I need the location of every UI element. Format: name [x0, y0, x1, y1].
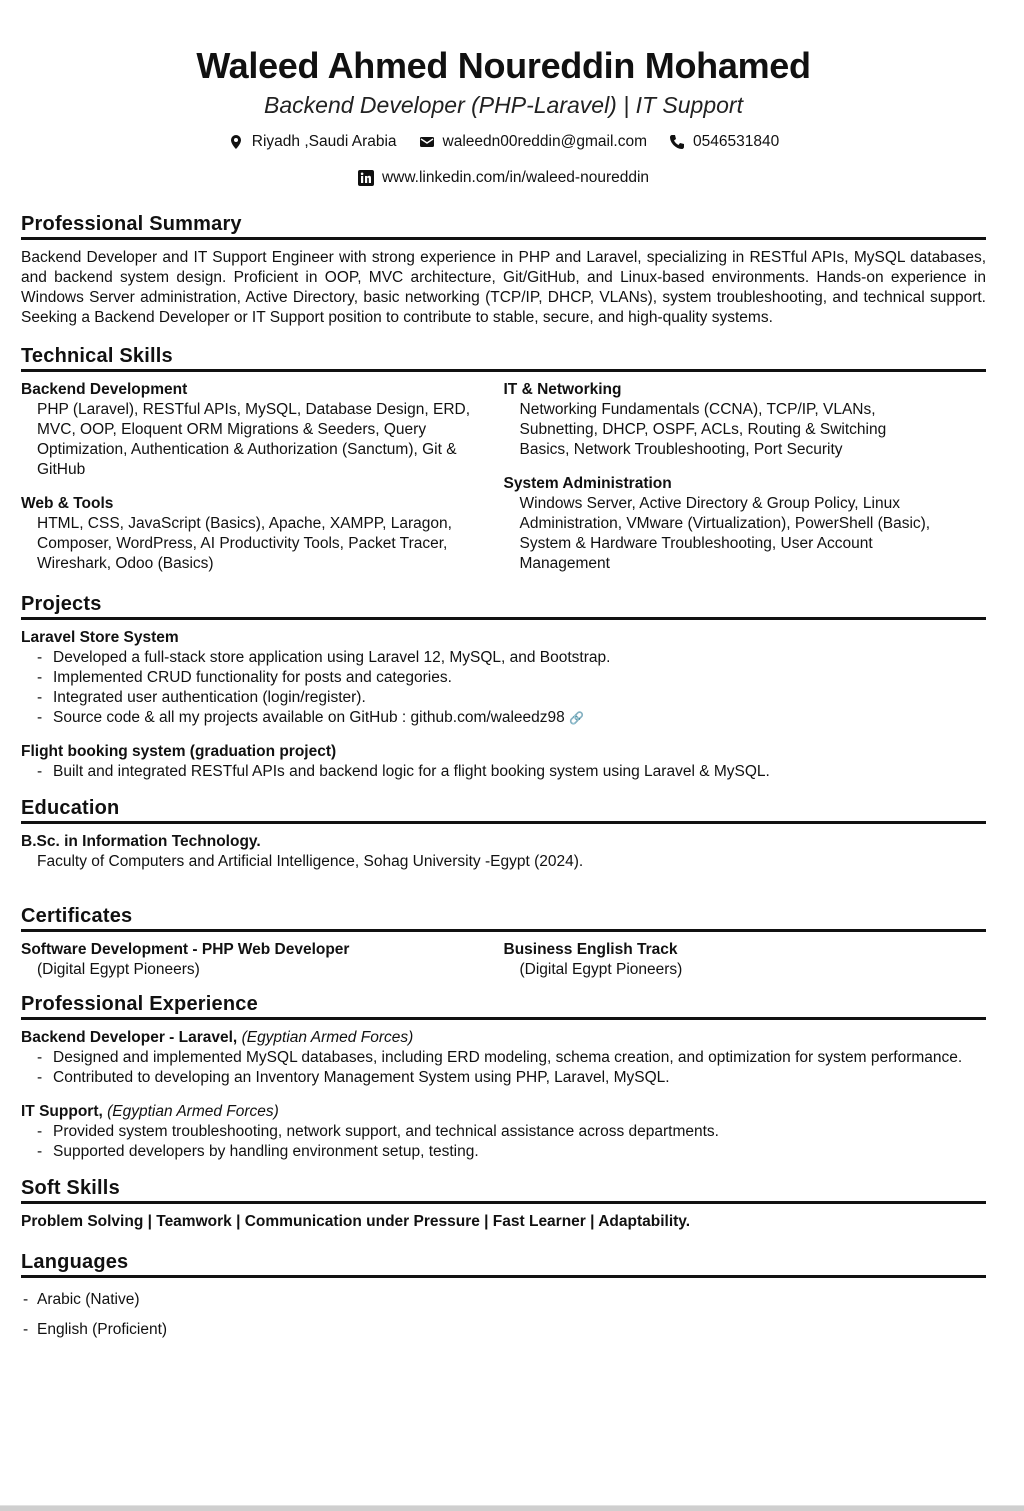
- link-icon: 🔗: [569, 711, 585, 725]
- section-certificates: [21, 904, 986, 980]
- email-link[interactable]: waleedn00reddin@gmail.com: [442, 133, 647, 150]
- skill-group-title: IT & Networking: [503, 381, 622, 398]
- github-link[interactable]: Source code & all my projects available on GitHub : github.com/waleedz98: [53, 709, 565, 726]
- candidate-name: Waleed Ahmed Noureddin Mohamed: [196, 45, 811, 86]
- project-title: Laravel Store System: [21, 629, 179, 646]
- bullet: - Integrated user authentication (login/register).: [21, 688, 986, 708]
- bullet: - Supported developers by handling environment setup, testing.: [21, 1142, 986, 1162]
- contact-line: [21, 132, 986, 152]
- bullet: [21, 708, 986, 728]
- skill-group-title: Backend Development: [21, 381, 188, 398]
- bullet: - Provided system troubleshooting, network support, and technical assistance across departments.: [21, 1122, 986, 1142]
- section-projects: [21, 592, 986, 782]
- section-heading: Certificates: [21, 904, 986, 932]
- skill-group-text: Networking Fundamentals (CCNA), TCP/IP, VLANs, Subnetting, DHCP, OSPF, ACLs, Routing & Switching Basics, Network Troubleshooting, Port Security: [519, 401, 887, 458]
- page-bottom-edge: [0, 1505, 1024, 1511]
- phone-icon: [669, 134, 685, 150]
- certificate-org: (Digital Egypt Pioneers): [37, 961, 200, 978]
- linkedin-line: [21, 168, 986, 188]
- section-heading: Languages: [21, 1250, 986, 1278]
- section-heading: Technical Skills: [21, 344, 986, 372]
- organization: (Egyptian Armed Forces): [241, 1029, 414, 1046]
- bullet: - Developed a full-stack store application using Laravel 12, MySQL, and Bootstrap.: [21, 648, 986, 668]
- location: [228, 132, 397, 152]
- certificate-org: (Digital Egypt Pioneers): [519, 961, 683, 978]
- section-soft-skills: [21, 1176, 986, 1232]
- linkedin-icon: [358, 170, 374, 186]
- section-languages: [21, 1250, 986, 1340]
- bullet: - Contributed to developing an Inventory Management System using PHP, Laravel, MySQL.: [21, 1068, 986, 1088]
- language-item: - Arabic (Native): [21, 1290, 986, 1310]
- phone[interactable]: [669, 132, 779, 152]
- resume-page: [21, 0, 986, 1350]
- project-title: Flight booking system (graduation project): [21, 743, 337, 760]
- location-text: Riyadh ,Saudi Arabia: [251, 133, 397, 150]
- certificate-title: Business English Track: [503, 941, 678, 958]
- skill-group-title: System Administration: [503, 475, 672, 492]
- section-heading: Professional Summary: [21, 212, 986, 240]
- bullet: - Implemented CRUD functionality for posts and categories.: [21, 668, 986, 688]
- section-heading: Professional Experience: [21, 992, 986, 1020]
- candidate-title: Backend Developer (PHP-Laravel) | IT Support: [264, 92, 743, 118]
- skill-group-title: Web & Tools: [21, 495, 114, 512]
- bullet: - Designed and implemented MySQL databases, including ERD modeling, schema creation, and optimization for system performance.: [21, 1048, 986, 1068]
- linkedin[interactable]: [358, 168, 649, 188]
- section-heading: Projects: [21, 592, 986, 620]
- skill-group-text: PHP (Laravel), RESTful APIs, MySQL, Database Design, ERD, MVC, OOP, Eloquent ORM Migrations & Seeders, Query Optimization, Authentication & Authorization (Sanctum), Git & GitHub: [37, 401, 471, 478]
- skill-group-text: Windows Server, Active Directory & Group Policy, Linux Administration, VMware (Virtualization), PowerShell (Basic), System & Hardware Troubleshooting, User Account Management: [519, 495, 931, 572]
- section-skills: [21, 344, 986, 588]
- certificate-title: Software Development - PHP Web Developer: [21, 941, 350, 958]
- summary-text: Backend Developer and IT Support Engineer with strong experience in PHP and Laravel, specializing in RESTful APIs, MySQL databases, and backend system design. Proficient in OOP, MVC architecture, Git/GitHub, and Linux-based environments. Hands-on experience in Windows Server administration, Active Directory, basic networking (TCP/IP, DHCP, VLANs), system troubleshooting, and technical support. Seeking a Backend Developer or IT Support position to contribute to stable, secure, and high-quality systems.: [21, 249, 986, 326]
- section-heading: Soft Skills: [21, 1176, 986, 1204]
- section-education: [21, 796, 986, 872]
- section-experience: [21, 992, 986, 1162]
- organization: (Egyptian Armed Forces): [107, 1103, 279, 1120]
- language-item: - English (Proficient): [21, 1320, 986, 1340]
- envelope-icon: [419, 134, 435, 150]
- linkedin-link[interactable]: www.linkedin.com/in/waleed-noureddin: [381, 169, 650, 186]
- phone-text[interactable]: 0546531840: [692, 133, 780, 150]
- school: Faculty of Computers and Artificial Intelligence, Sohag University -Egypt (2024).: [37, 853, 584, 870]
- bullet: - Built and integrated RESTful APIs and backend logic for a flight booking system using Laravel & MySQL.: [21, 762, 986, 782]
- degree: B.Sc. in Information Technology.: [21, 833, 261, 850]
- soft-skills-text: Problem Solving | Teamwork | Communication under Pressure | Fast Learner | Adaptability.: [21, 1213, 691, 1230]
- section-heading: Education: [21, 796, 986, 824]
- role: Backend Developer - Laravel,: [21, 1029, 238, 1046]
- skill-group-text: HTML, CSS, JavaScript (Basics), Apache, XAMPP, Laragon, Composer, WordPress, AI Productivity Tools, Packet Tracer, Wireshark, Odoo (Basics): [37, 515, 452, 572]
- section-summary: [21, 212, 986, 328]
- role: IT Support,: [21, 1103, 103, 1120]
- map-pin-icon: [228, 134, 244, 150]
- email[interactable]: [419, 132, 647, 152]
